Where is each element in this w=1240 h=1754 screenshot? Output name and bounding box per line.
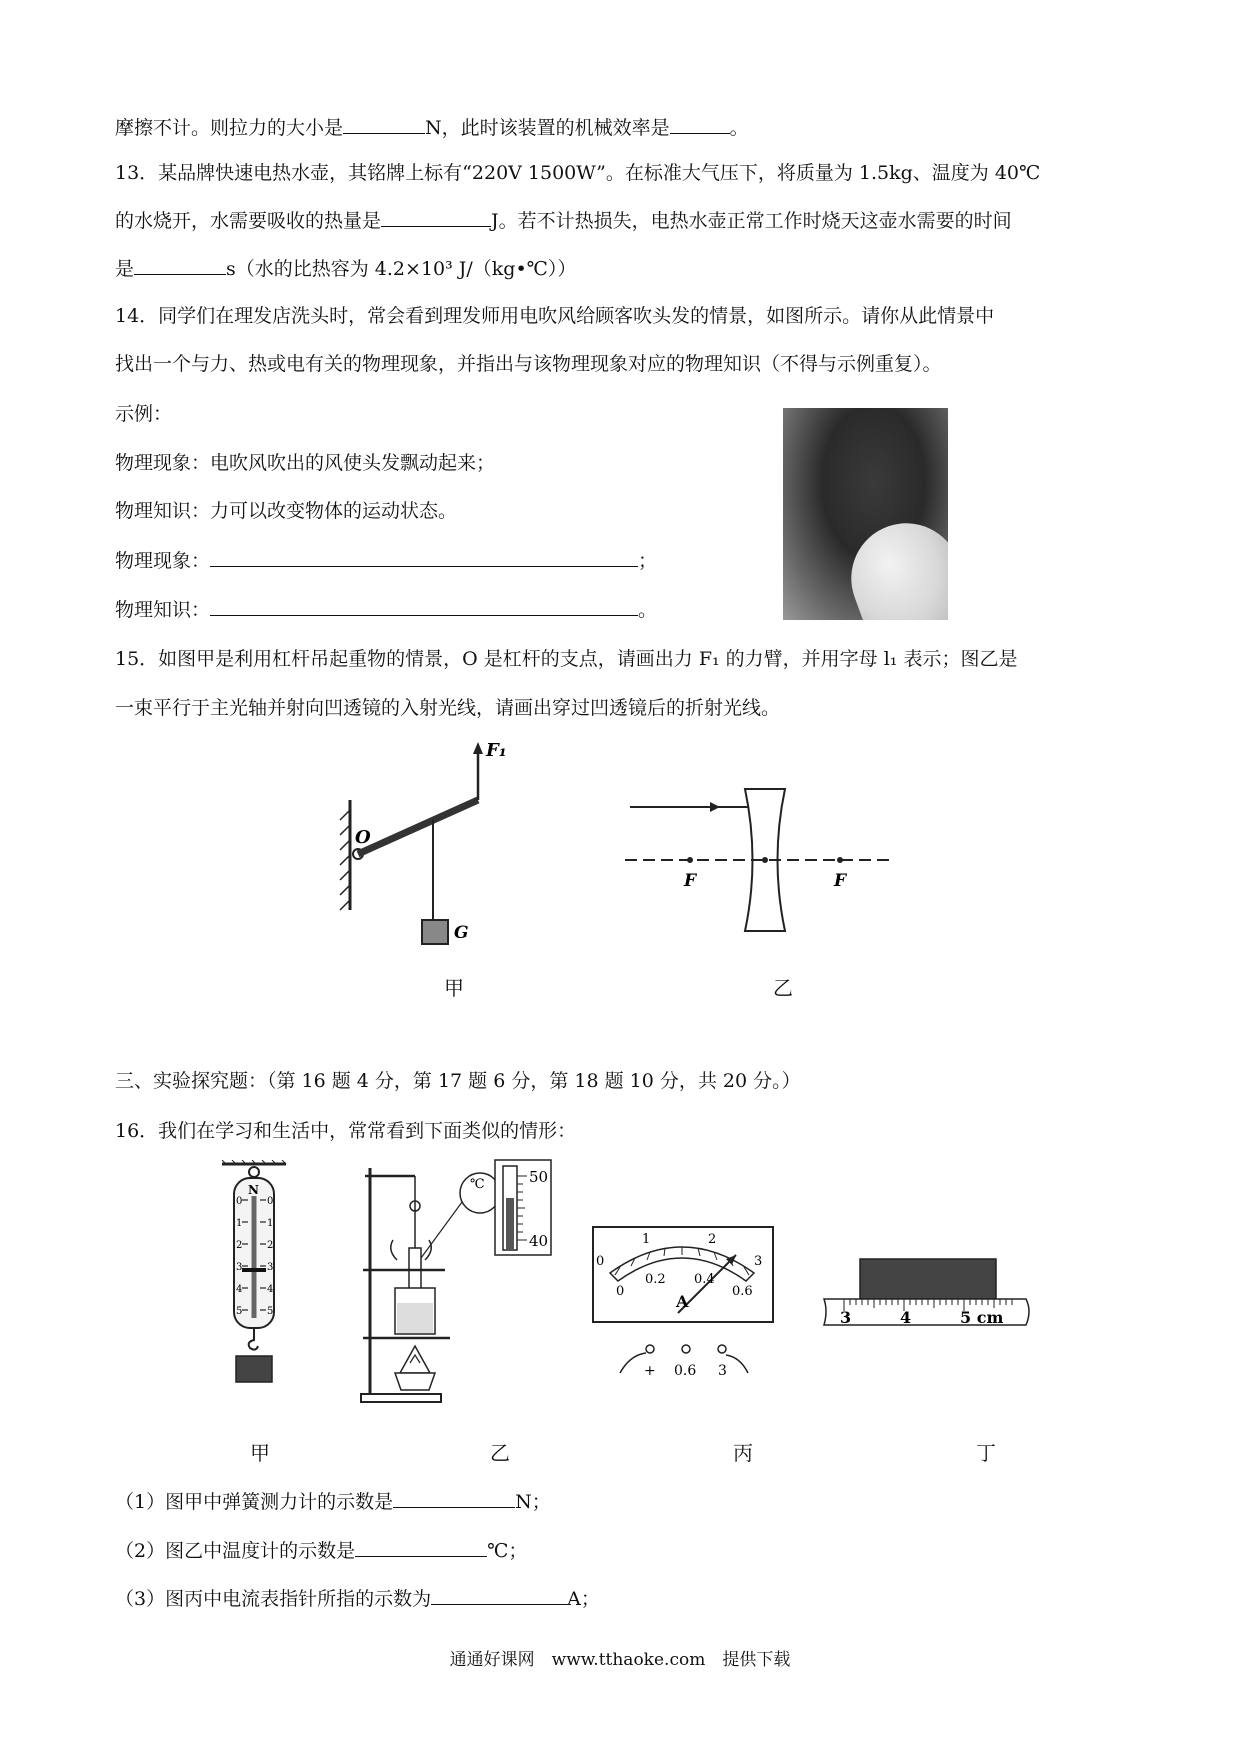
- pivot-label: O: [355, 827, 371, 848]
- spring-unit: N: [248, 1183, 259, 1197]
- focus-right-label: F: [834, 871, 847, 891]
- focus-left-label: F: [684, 871, 697, 891]
- q13-blank-heat[interactable]: [381, 206, 491, 227]
- weight-label: G: [454, 923, 469, 943]
- q14-blank-knowledge[interactable]: [210, 595, 638, 616]
- ammeter-top-0: 0: [596, 1254, 605, 1269]
- q16-part1: （1）图甲中弹簧测力计的示数是 N；: [115, 1487, 551, 1516]
- ammeter-top-1: 1: [642, 1232, 651, 1247]
- section3-heading: 三、实验探究题：（第 16 题 4 分，第 17 题 6 分，第 18 题 10 分，共 20 分。）: [115, 1070, 801, 1092]
- page-footer: 通通好课网 www.tthaoke.com 提供下载: [449, 1650, 791, 1670]
- q16-blank-temperature[interactable]: [355, 1536, 487, 1557]
- terminal-plus: +: [644, 1363, 656, 1379]
- spring-tick-right: 0: [267, 1196, 274, 1207]
- caption-jia-q16: 甲: [250, 1441, 270, 1465]
- q16-blank-force-reading[interactable]: [393, 1487, 515, 1508]
- thermometer-setup-figure: [355, 1158, 555, 1408]
- ammeter-symbol: A: [676, 1292, 689, 1311]
- caption-yi-q15: 乙: [773, 976, 793, 1000]
- caption-jia-q15: 甲: [444, 976, 464, 1000]
- ammeter-figure: [590, 1225, 780, 1385]
- hair-dryer-shape: [836, 508, 948, 620]
- spring-tick-right: 1: [267, 1218, 274, 1229]
- ruler-tick-4: 4: [900, 1308, 912, 1327]
- spring-tick-right: 4: [267, 1284, 274, 1295]
- q14-answer-phenomenon: 物理现象： ；: [115, 546, 657, 575]
- spring-tick-right: 5: [267, 1306, 274, 1317]
- spring-tick-right: 3: [267, 1262, 274, 1273]
- q14-answer-knowledge: 物理知识： 。: [115, 595, 657, 624]
- ammeter-bottom-0: 0: [616, 1284, 625, 1299]
- spring-tick-left: 1: [236, 1218, 243, 1229]
- q13-blank-time[interactable]: [134, 254, 226, 275]
- q15-line2: 一束平行于主光轴并射向凹透镜的入射光线，请画出穿过凹透镜后的折射光线。: [115, 697, 781, 719]
- q15-line1: 15．如图甲是利用杠杆吊起重物的情景，O 是杠杆的支点，请画出力 F₁ 的力臂，并用字母 l₁ 表示；图乙是: [115, 648, 1018, 670]
- q13-line1: 13．某品牌快速电热水壶，其铭牌上标有“220V 1500W”。在标准大气压下，将质量为 1.5kg、温度为 40℃: [115, 162, 1041, 184]
- ruler-tick-5cm: 5 cm: [960, 1308, 1004, 1327]
- caption-yi-q16: 乙: [490, 1441, 510, 1465]
- terminal-3: 3: [718, 1363, 727, 1379]
- spring-tick-left: 5: [236, 1306, 243, 1317]
- q16-part2: （2）图乙中温度计的示数是 ℃；: [115, 1536, 527, 1565]
- ruler-tick-3: 3: [840, 1308, 852, 1327]
- lens-figure: [620, 785, 910, 935]
- spring-tick-left: 0: [236, 1196, 243, 1207]
- spring-tick-left: 2: [236, 1240, 243, 1251]
- hair-dryer-photo: [783, 408, 948, 620]
- q14-example-phenomenon: 物理现象：电吹风吹出的风使头发飘动起来；: [115, 452, 496, 474]
- q16-intro: 16．我们在学习和生活中，常常看到下面类似的情形：: [115, 1120, 577, 1142]
- q14-example-label: 示例：: [115, 403, 173, 425]
- q12-blank-force[interactable]: [343, 113, 425, 134]
- spring-scale-figure: [220, 1160, 290, 1385]
- q12-line: 摩擦不计。则拉力的大小是 N，此时该装置的机械效率是 。: [115, 113, 749, 142]
- lever-figure: [330, 740, 550, 960]
- ammeter-bottom-1: 0.2: [645, 1272, 666, 1287]
- q14-example-knowledge: 物理知识：力可以改变物体的运动状态。: [115, 500, 458, 522]
- spring-tick-left: 4: [236, 1284, 243, 1295]
- spring-tick-left: 3: [236, 1262, 243, 1273]
- caption-bing-q16: 丙: [733, 1441, 753, 1465]
- ammeter-bottom-2: 0.4: [694, 1272, 715, 1287]
- force-label: F₁: [486, 740, 507, 761]
- q13-line2: 的水烧开，水需要吸收的热量是 J。若不计热损失，电热水壶正常工作时烧天这壶水需要的时间: [115, 206, 1012, 235]
- q16-part3: （3）图丙中电流表指针所指的示数为 A；: [115, 1584, 600, 1613]
- q12-blank-efficiency[interactable]: [670, 113, 730, 134]
- ammeter-top-3: 3: [754, 1254, 763, 1269]
- terminal-06: 0.6: [674, 1363, 697, 1379]
- thermo-unit: ℃: [470, 1177, 485, 1192]
- ammeter-top-2: 2: [708, 1232, 717, 1247]
- q14-line2: 找出一个与力、热或电有关的物理现象，并指出与该物理现象对应的物理知识（不得与示例重复）。: [115, 353, 942, 375]
- q14-blank-phenomenon[interactable]: [210, 546, 638, 567]
- ruler-figure: [822, 1255, 1034, 1335]
- q16-blank-current[interactable]: [431, 1584, 567, 1605]
- spring-tick-right: 2: [267, 1240, 274, 1251]
- thermo-bottom-value: 40: [529, 1232, 549, 1250]
- thermo-top-value: 50: [529, 1168, 549, 1186]
- q13-line3: 是 s（水的比热容为 4.2×10³ J/（kg•℃））: [115, 254, 576, 283]
- q14-line1: 14．同学们在理发店洗头时，常会看到理发师用电吹风给顾客吹头发的情景，如图所示。请你从此情景中: [115, 305, 995, 327]
- ammeter-bottom-3: 0.6: [732, 1284, 753, 1299]
- caption-ding-q16: 丁: [976, 1441, 996, 1465]
